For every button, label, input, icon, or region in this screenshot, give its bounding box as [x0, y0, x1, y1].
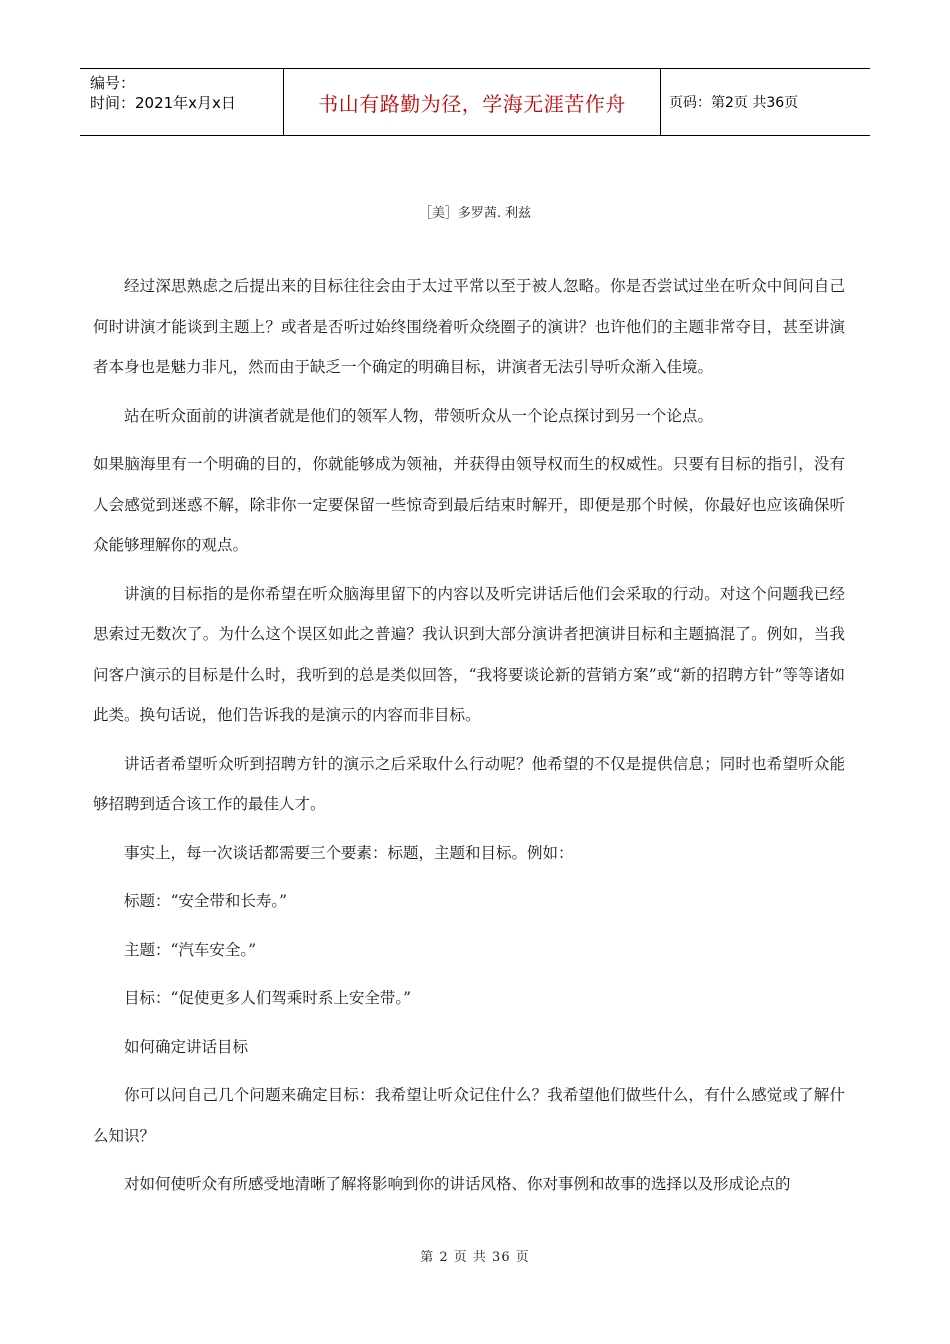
page-header: [80, 68, 870, 136]
document-number-label: 编号：: [90, 74, 136, 92]
header-meta: [80, 69, 283, 135]
header-page-info: 页码：第2页 共36页: [669, 95, 799, 111]
example-topic-line: 主题：“汽车安全。”: [124, 940, 257, 959]
paragraph: 讲演的目标指的是你希望在听众脑海里留下的内容以及听完讲话后他们会采取的行动。对这个问题我已经思索过无数次了。为什么这个误区如此之普遍？我认识到大部分演讲者把演讲目标和主题搞混了。例如，当我问客户演示的目标是什么时，我听到的总是类似回答，“我将要谈论新的营销方案”或“新的招聘方针”等等诸如此类。换句话说，他们告诉我的是演示的内容而非目标。: [93, 584, 845, 724]
example-goal-line: 目标：“促使更多人们驾乘时系上安全带。”: [124, 989, 412, 1007]
header-motto: 书山有路勤为径，学海无涯苦作舟: [283, 69, 661, 135]
example-title-line: 标题：“安全带和长寿。”: [124, 892, 288, 910]
author-line: ［美］多罗茜. 利兹: [418, 206, 532, 221]
paragraph: 经过深思熟虑之后提出来的目标往往会由于太过平常以至于被人忽略。你是否尝试过坐在听众中间问自己何时讲演才能谈到主题上？或者是否听过始终围绕着听众绕圈子的演讲？也许他们的主题非常夺目，甚至讲演者本身也是魅力非凡，然而由于缺乏一个确定的明确目标，讲演者无法引导听众渐入佳境。: [93, 277, 845, 376]
section-heading: 如何确定讲话目标: [124, 1037, 249, 1056]
page-footer: 第 2 页 共 36 页: [420, 1250, 530, 1265]
document-date-label: 时间：2021年x月x日: [90, 94, 236, 112]
paragraph: 讲话者希望听众听到招聘方针的演示之后采取什么行动呢？他希望的不仅是提供信息；同时也希望听众能够招聘到适合该工作的最佳人才。: [93, 754, 845, 813]
paragraph: 站在听众面前的讲演者就是他们的领军人物，带领听众从一个论点探讨到另一个论点。: [124, 406, 714, 425]
paragraph: 你可以问自己几个问题来确定目标：我希望让听众记住什么？我希望他们做些什么，有什么感觉或了解什么知识？: [93, 1086, 845, 1145]
document-body: [93, 266, 845, 1213]
paragraph: 事实上，每一次谈话都需要三个要素：标题，主题和目标。例如：: [124, 843, 574, 862]
paragraph: 如果脑海里有一个明确的目的，你就能够成为领袖，并获得由领导权而生的权威性。只要有目标的指引，没有人会感觉到迷惑不解，除非你一定要保留一些惊奇到最后结束时解开，即便是那个时候，你最好也应该确保听众能够理解你的观点。: [93, 455, 845, 554]
paragraph: 对如何使听众有所感受地清晰了解将影响到你的讲话风格、你对事例和故事的选择以及形成论点的: [124, 1175, 791, 1193]
